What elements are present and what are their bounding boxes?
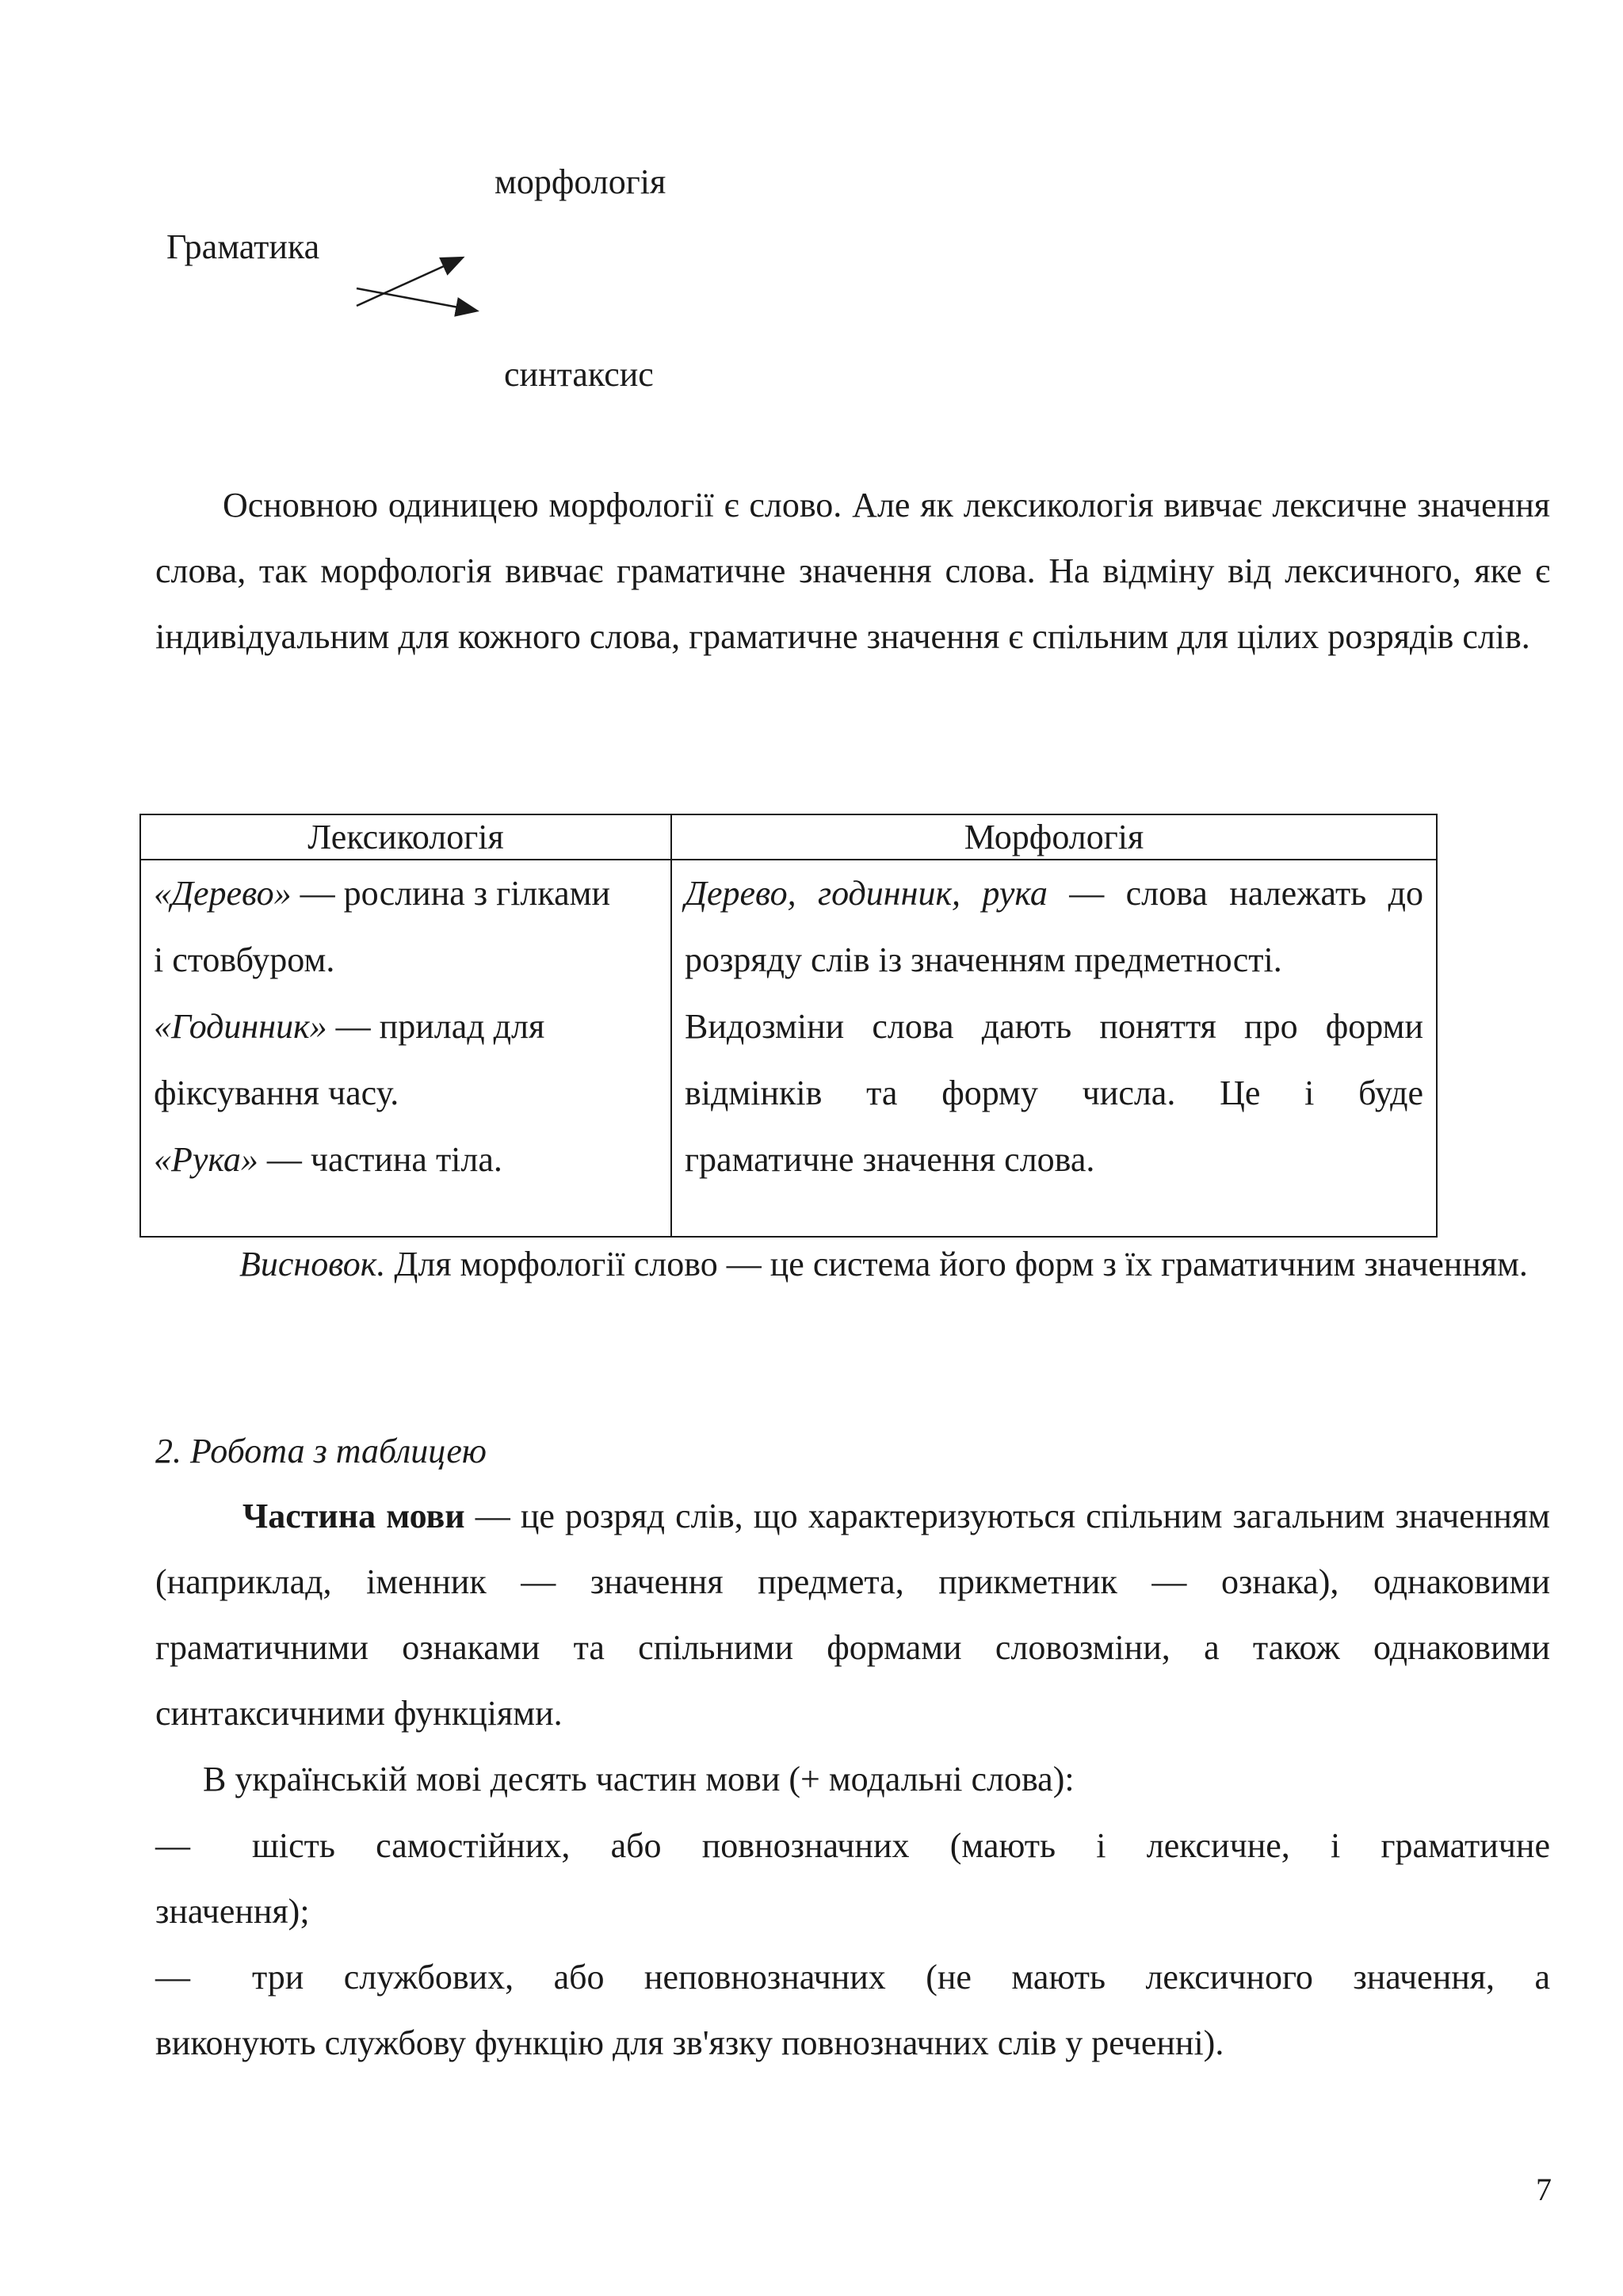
list-item	[155, 1813, 1550, 1944]
list-line: три службових, або неповнозначних (не мають лексичного значення, а	[252, 1958, 1550, 1997]
definition-text: — це розряд слів, що характеризуються спільним загальним значенням (наприклад, іменник — значення предмета, прикметник — ознака), однаковими граматичними ознаками та спільними формами словозміни, а також однаковими синтаксичними функціями.	[155, 1497, 1551, 1733]
morphology-cell	[671, 860, 1437, 1237]
list-dash: —	[155, 1958, 190, 1997]
list-line: шість самостійних, або повнозначних (мають і лексичне, і граматичне	[252, 1826, 1550, 1865]
definition-paragraph	[155, 1483, 1550, 1746]
morph-line: граматичне значення слова.	[685, 1140, 1095, 1179]
lex-definition: — прилад для	[327, 1007, 545, 1046]
lex-term: «Рука»	[154, 1140, 258, 1179]
conclusion-text: Для морфології слово — це система його форм з їх граматичним значенням.	[385, 1245, 1528, 1283]
morph-examples: Дерево, годинник, рука	[685, 874, 1048, 913]
morph-line: розряду слів із значенням предметності.	[685, 940, 1282, 979]
lex-line	[154, 1127, 658, 1193]
morph-text: — слова належать до	[1047, 874, 1424, 913]
morph-line: Видозміни слова дають поняття про форми	[685, 1007, 1423, 1046]
diagram-bottom-label: синтаксис	[504, 355, 654, 394]
diagram-root-label: Граматика	[166, 227, 320, 266]
table-row	[140, 860, 1437, 1237]
conclusion-paragraph	[155, 1231, 1550, 1297]
list-dash: —	[155, 1826, 190, 1865]
definition-term: Частина мови	[242, 1497, 465, 1535]
list-line: виконують службову функцію для зв'язку повнозначних слів у реченні).	[155, 2023, 1224, 2062]
list-item	[155, 1944, 1550, 2076]
lex-definition: — частина тіла.	[258, 1140, 502, 1179]
comparison-table	[139, 814, 1438, 1238]
table-header-morphology: Морфологія	[671, 814, 1437, 860]
count-line: В українській мові десять частин мови (+ модальні слова):	[203, 1760, 1075, 1798]
diagram-arrows-icon	[341, 246, 499, 325]
lex-line	[154, 994, 658, 1060]
list-line: значення);	[155, 1892, 310, 1931]
diagram-top-label: морфологія	[495, 162, 666, 201]
morph-line: відмінків та форму числа. Це і буде	[685, 1074, 1423, 1112]
table-header-row	[140, 814, 1437, 860]
section-heading: 2. Робота з таблицею	[155, 1432, 487, 1470]
lex-term: «Годинник»	[154, 1007, 327, 1046]
page-number: 7	[1536, 2172, 1552, 2207]
lex-line	[154, 860, 658, 927]
conclusion-label: Висновок.	[239, 1245, 386, 1283]
lex-line: і стовбуром.	[154, 940, 335, 979]
morph-line	[685, 860, 1423, 927]
lex-definition: — рослина з гілками	[291, 874, 611, 913]
lex-term: «Дерево»	[154, 874, 292, 913]
table-header-lexicology: Лексикологія	[140, 814, 671, 860]
lex-line: фіксування часу.	[154, 1074, 399, 1112]
lexicology-cell	[140, 860, 671, 1237]
intro-paragraph: Основною одиницею морфології є слово. Але як лексикологія вивчає лексичне значення слова, так морфологія вивчає граматичне значення слова. На відміну від лексичного, яке є індивідуальним для кожного слова, граматичне значення є спільним для цілих розрядів слів.	[155, 486, 1550, 656]
